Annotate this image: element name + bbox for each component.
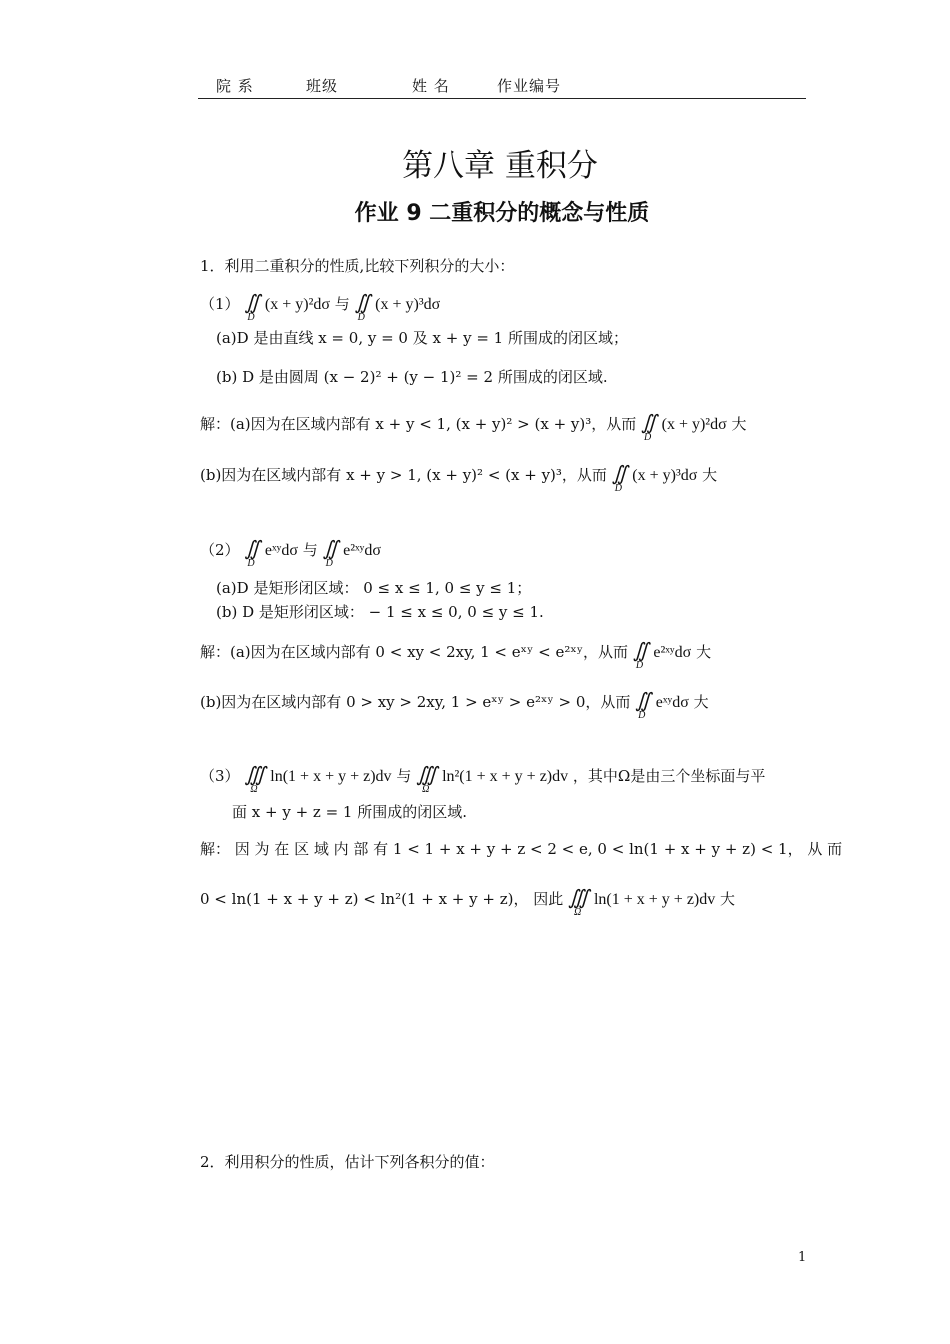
solution-integrand: (x + y)³dσ xyxy=(632,467,698,484)
p1-part1-case-b: (b) D 是由圆周 (x − 2)² + (y − 1)² = 2 所围成的闭区域. xyxy=(216,368,608,386)
double-integral-icon: ∬ D xyxy=(611,463,628,494)
solution-suffix: 大 xyxy=(702,466,718,484)
p1-part1-case-a: (a)D 是由直线 x = 0, y = 0 及 x + y = 1 所围成的闭区域； xyxy=(216,329,628,347)
p1-part3-label: （3） xyxy=(200,767,240,785)
p1-part3-solution-line1: 解： 因 为 在 区 域 内 部 有 1 < 1 + x + y + z < 2 < e, 0 < ln(1 + x + y + z) < 1， 从 而 xyxy=(200,840,843,858)
p1-part3-condition-cont: 面 x + y + z = 1 所围成的闭区域. xyxy=(232,803,467,821)
problem2-stem: 2．利用积分的性质，估计下列各积分的值： xyxy=(200,1153,495,1171)
p1-part3-condition: ，其中Ω是由三个坐标面与平 xyxy=(572,767,766,785)
chapter-title: 第八章 重积分 xyxy=(402,148,598,184)
header-dept: 院 系 xyxy=(216,77,254,95)
double-integral-icon: ∬ D xyxy=(354,292,371,323)
double-integral-icon: ∬ D xyxy=(635,690,651,721)
solution-integrand: e²ˣʸdσ xyxy=(653,644,692,661)
p1-part1-integrand-b: (x + y)³dσ xyxy=(375,296,441,313)
p1-part2-label: （2） xyxy=(200,541,240,559)
triple-integral-icon: ∭ Ω xyxy=(568,887,590,918)
header-rule xyxy=(198,98,806,99)
p1-part1-solution-a xyxy=(200,410,747,443)
header-name: 姓 名 xyxy=(412,77,450,95)
solution-text: 解：(a)因为在区域内部有 0 < xy < 2xy, 1 < eˣʸ < e²ˣʸ，从而 xyxy=(200,643,629,661)
p1-part1-label: （1） xyxy=(200,295,240,313)
p1-part2-case-a: (a)D 是矩形闭区域： 0 ≤ x ≤ 1, 0 ≤ y ≤ 1； xyxy=(216,579,532,597)
solution-integrand: eˣʸdσ xyxy=(655,694,689,711)
problem1-stem: 1．利用二重积分的性质,比较下列积分的大小： xyxy=(200,257,515,275)
p1-part2-connector: 与 xyxy=(302,541,318,559)
header-class: 班级 xyxy=(306,77,339,95)
solution-suffix: 大 xyxy=(720,890,736,908)
solution-suffix: 大 xyxy=(731,415,747,433)
triple-integral-icon: ∭ Ω xyxy=(416,764,438,795)
p1-part3-integrand-a: ln(1 + x + y + z)dv xyxy=(270,768,392,785)
solution-integrand: ln(1 + x + y + z)dv xyxy=(593,891,716,908)
p1-part3-connector: 与 xyxy=(396,767,412,785)
solution-suffix: 大 xyxy=(693,693,709,711)
solution-text: (b)因为在区域内部有 0 > xy > 2xy, 1 > eˣʸ > e²ˣʸ > 0，从而 xyxy=(200,693,631,711)
double-integral-icon: ∬ D xyxy=(632,640,649,671)
double-integral-icon: ∬ D xyxy=(641,412,657,443)
p1-part1-connector: 与 xyxy=(334,295,350,313)
triple-integral-icon: ∭ Ω xyxy=(244,764,266,795)
double-integral-icon: ∬ D xyxy=(244,292,261,323)
solution-integrand: (x + y)²dσ xyxy=(661,416,727,433)
double-integral-icon: ∬ D xyxy=(322,538,339,569)
p1-part1-solution-b xyxy=(200,461,718,494)
p1-part1-integrand-a: (x + y)²dσ xyxy=(264,296,330,313)
p1-part3-solution-line2 xyxy=(200,885,736,918)
solution-text: 0 < ln(1 + x + y + z) < ln²(1 + x + y + z)， 因此 xyxy=(200,890,564,908)
p1-part2-case-b: (b) D 是矩形闭区域： − 1 ≤ x ≤ 0, 0 ≤ y ≤ 1. xyxy=(216,603,544,621)
header-hw-no: 作业编号 xyxy=(497,77,562,95)
p1-part2-solution-b xyxy=(200,688,709,721)
p1-part1-statement xyxy=(200,290,441,323)
p1-part3-integrand-b: ln²(1 + x + y + z)dv xyxy=(442,768,569,785)
p1-part2-statement xyxy=(200,536,382,569)
p1-part2-solution-a xyxy=(200,638,712,671)
solution-suffix: 大 xyxy=(696,643,712,661)
p1-part2-integrand-b: e²ˣʸdσ xyxy=(343,542,382,559)
double-integral-icon: ∬ D xyxy=(244,538,261,569)
solution-text: 解：(a)因为在区域内部有 x + y < 1, (x + y)² > (x + y)³，从而 xyxy=(200,415,637,433)
page-number: 1 xyxy=(798,1250,807,1265)
homework-title: 作业 9 二重积分的概念与性质 xyxy=(354,201,650,226)
p1-part2-integrand-a: eˣʸdσ xyxy=(264,542,298,559)
solution-text: (b)因为在区域内部有 x + y > 1, (x + y)² < (x + y)³，从而 xyxy=(200,466,607,484)
p1-part3-statement xyxy=(200,762,766,795)
